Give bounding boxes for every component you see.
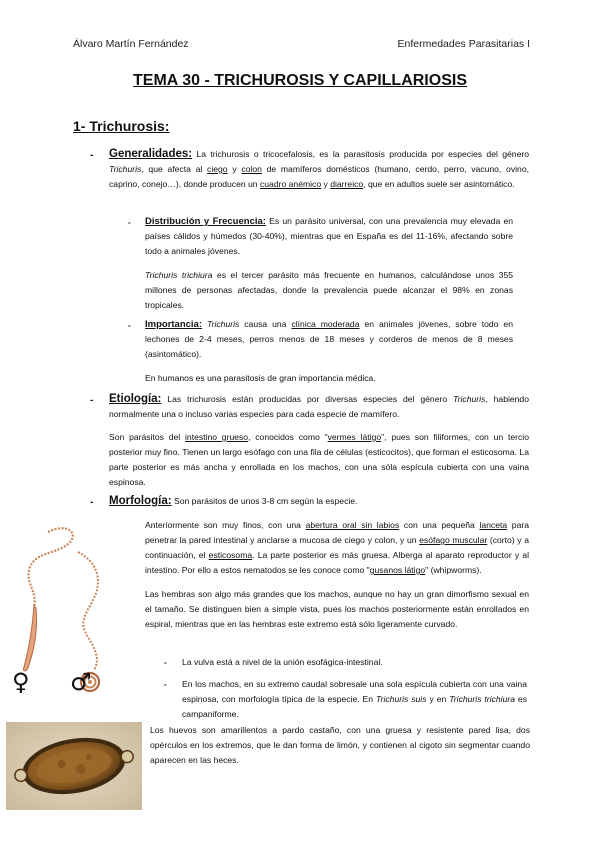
female-worm-anterior	[28, 528, 72, 606]
page-title: TEMA 30 - TRICHUROSIS Y CAPILLARIOSIS	[133, 72, 467, 89]
importancia-block: Importancia: Trichuris causa una clínica moderada en animales jóvenes, sobre todo en lechones de 2-4 meses, perros menos de 18 meses y corderos de menos de 8 meses (asintomático). En humanos es una parasitosis de gran importancia médica.	[145, 319, 513, 383]
sub-bullet: -	[164, 680, 167, 689]
section-heading: 1- Trichurosis:	[73, 118, 170, 134]
importancia-label: Importancia:	[145, 319, 203, 330]
generalidades-label: Generalidades:	[109, 148, 193, 160]
morfologia-bullet-1: La vulva está a nivel de la unión esofágica-intestinal.	[182, 657, 383, 667]
sub-bullet: -	[128, 218, 131, 227]
sub-bullet: -	[164, 658, 167, 667]
header-author: Álvaro Martín Fernández	[73, 38, 189, 50]
etiologia-block: Etiología: Las trichurosis están producidas por diversas especies del género Trichuris, habiendo normalmente una o incluso varias especies para cada especie de mamífero. Son parásitos del intestino grueso, conocidos como "vermes látigo", pues son filiformes, con un tercio posterior muy fino. Tienen un largo esófago con una fila de células (esticocitos), que forman el esticosoma. La parte posterior es más ancha y enrollada en los machos, con una sóla espícula cubierta con una vaina espinosa.	[109, 393, 529, 487]
huevos-block: Los huevos son amarillentos a pardo castaño, con una gruesa y resistente pared lisa, dos opérculos en los extremos, que le dan forma de limón, y contienen al cigoto sin segmentar cuando aparecen en las heces.	[150, 725, 530, 765]
generalidades-block: Generalidades: La trichurosis o tricocefalosis, es la parasitosis producida por especies del género Trichuris, que afecta al ciego y colon de mamíferos domésticos (humano, cerdo, perro, vacuno, ovino, caprino, conejo…), donde producen un cuadro anémico y diarreico, que en adultos suele ser asintomático.	[109, 148, 529, 189]
morfologia-label: Morfología:	[109, 495, 172, 507]
bullet: -	[90, 497, 94, 508]
morfologia-heading: Morfología: Son parásitos de unos 3-8 cm según la especie.	[109, 495, 358, 507]
bullet: -	[90, 150, 94, 161]
bullet: -	[90, 395, 94, 406]
female-symbol: ♀	[12, 668, 30, 696]
male-symbol: ♂	[70, 668, 92, 696]
header-course: Enfermedades Parasitarias I	[397, 38, 530, 50]
sub-bullet: -	[128, 321, 131, 330]
etiologia-label: Etiología:	[109, 393, 162, 405]
morfologia-block: Anteriormente son muy finos, con una abertura oral sin labios con una pequeña lanceta para penetrar la pared intestinal y anclarse a mucosa de ciego y colon, y un esófago muscular (corto) y a continuación, el esticosoma. La parte posterior es más gruesa. Alberga al aparato reproductor y al intestino. Por ello a estos nematodos se les conoce como "gusanos látigo" (whipworms). Las hembras son algo más grandes que los machos, aunque no hay un gran dimorfismo sexual en el tamaño. Se distinguen bien a simple vista, pues los machos posteriormente están enrollados en espiral, mientras que en las hembras este extremo está sólo ligeramente curvado.	[145, 520, 529, 629]
distribucion-label: Distribución y Frecuencia:	[145, 216, 266, 227]
male-worm-anterior	[78, 552, 98, 670]
trichuris-egg-photo	[6, 722, 142, 810]
morfologia-bullet-2: En los machos, en su extremo caudal sobresale una sola espícula cubierta con una vaina espinosa, con morfología típica de la especie. En Trichuris suis y en Trichuris trichiura es campaniforme.	[182, 679, 528, 719]
distribucion-block: Distribución y Frecuencia: Es un parásito universal, con una prevalencia muy elevada en países cálidos y húmedos (30-40%), mientras que en España es del 11-16%, afectando sobre todo a animales jóvenes. Trichuris trichiura es el tercer parásito más frecuente en humanos, calculándose unos 355 millones de personas afectadas, donde la prevalencia puede alcanzar el 98% en zonas tropicales.	[145, 216, 514, 310]
female-worm-posterior	[23, 606, 36, 671]
